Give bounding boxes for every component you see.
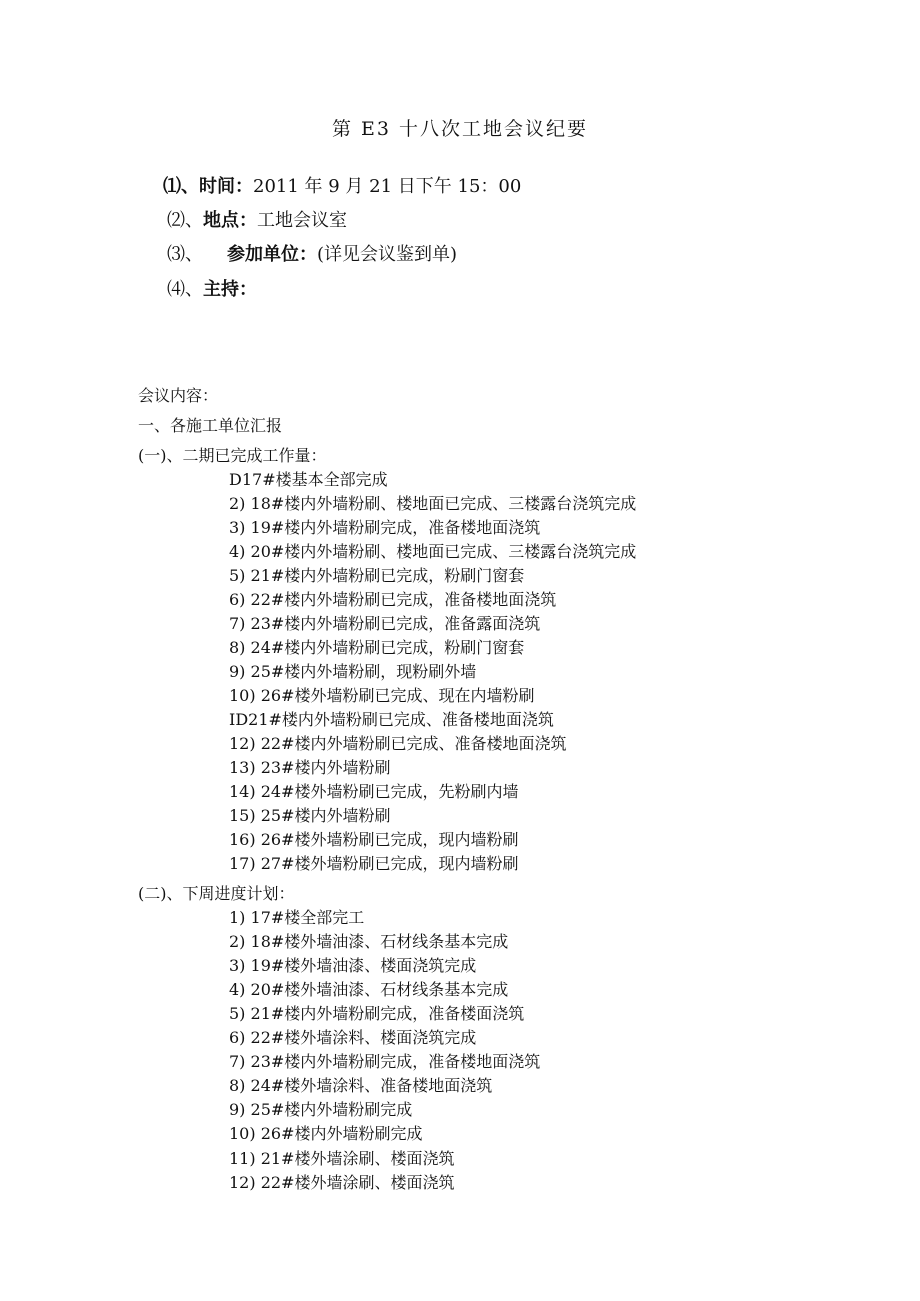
list-item: 15) 25#楼内外墙粉刷 [229,806,391,825]
list-item: 16) 26#楼外墙粉刷已完成，现内墙粉刷 [229,830,519,849]
list-item: 11) 21#楼外墙涂刷、楼面浇筑 [229,1149,455,1168]
units-label: 参加单位： [227,244,317,265]
list-item: 5) 21#楼内外墙粉刷已完成，粉刷门窗套 [229,566,525,585]
list-item: 2) 18#楼内外墙粉刷、楼地面已完成、三楼露台浇筑完成 [229,494,637,513]
list-item: 7) 23#楼内外墙粉刷完成，准备楼地面浇筑 [229,1052,541,1071]
list-item: 6) 22#楼外墙涂料、楼面浇筑完成 [229,1028,477,1047]
time-value: 2011 年 9 月 21 日下午 15：00 [253,176,522,197]
list-item: 4) 20#楼外墙油漆、石材线条基本完成 [229,980,509,999]
place-value: 工地会议室 [257,210,347,231]
list-item: 3) 19#楼外墙油漆、楼面浇筑完成 [229,956,477,975]
list-item: 4) 20#楼内外墙粉刷、楼地面已完成、三楼露台浇筑完成 [229,542,637,561]
list-item: 10) 26#楼外墙粉刷已完成、现在内墙粉刷 [229,686,535,705]
list-item: 6) 22#楼内外墙粉刷已完成，准备楼地面浇筑 [229,590,557,609]
units-value: (详见会议鉴到单) [317,244,458,265]
part-one-heading: 一、各施工单位汇报 [138,416,283,435]
list-item: 3) 19#楼内外墙粉刷完成，准备楼地面浇筑 [229,518,541,537]
list-item: ID21#楼内外墙粉刷已完成、准备楼地面浇筑 [229,710,554,729]
list-item: 14) 24#楼外墙粉刷已完成，先粉刷内墙 [229,782,519,801]
units-prefix: ⑶、 [167,244,203,265]
meeting-host [167,275,257,301]
list-item: 17) 27#楼外墙粉刷已完成，现内墙粉刷 [229,854,519,873]
list-item: 1) 17#楼全部完工 [229,908,365,927]
meeting-time [163,172,521,198]
section-two-heading: (二)、下周进度计划： [138,884,295,903]
content-heading: 会议内容： [138,386,219,405]
meeting-participants [167,240,457,266]
list-item: 9) 25#楼内外墙粉刷，现粉刷外墙 [229,662,477,681]
place-prefix: ⑵、 [167,210,203,231]
list-item: 5) 21#楼内外墙粉刷完成，准备楼面浇筑 [229,1004,525,1023]
list-item: 9) 25#楼内外墙粉刷完成 [229,1100,413,1119]
list-item: 12) 22#楼内外墙粉刷已完成、准备楼地面浇筑 [229,734,567,753]
host-label: 主持： [203,279,257,300]
meeting-place [167,206,347,232]
section-one-heading: (一)、二期已完成工作量： [138,446,327,465]
list-item: D17#楼基本全部完成 [229,470,388,489]
time-label: ⑴、时间： [163,176,253,197]
host-prefix: ⑷、 [167,279,203,300]
list-item: 10) 26#楼内外墙粉刷完成 [229,1124,423,1143]
list-item: 7) 23#楼内外墙粉刷已完成，准备露面浇筑 [229,614,541,633]
list-item: 13) 23#楼内外墙粉刷 [229,758,391,777]
list-item: 12) 22#楼外墙涂刷、楼面浇筑 [229,1173,455,1192]
list-item: 2) 18#楼外墙油漆、石材线条基本完成 [229,932,509,951]
list-item: 8) 24#楼内外墙粉刷已完成，粉刷门窗套 [229,638,525,657]
list-item: 8) 24#楼外墙涂料、准备楼地面浇筑 [229,1076,493,1095]
place-label: 地点： [203,210,257,231]
document-title: 第 E3 十八次工地会议纪要 [331,118,589,140]
